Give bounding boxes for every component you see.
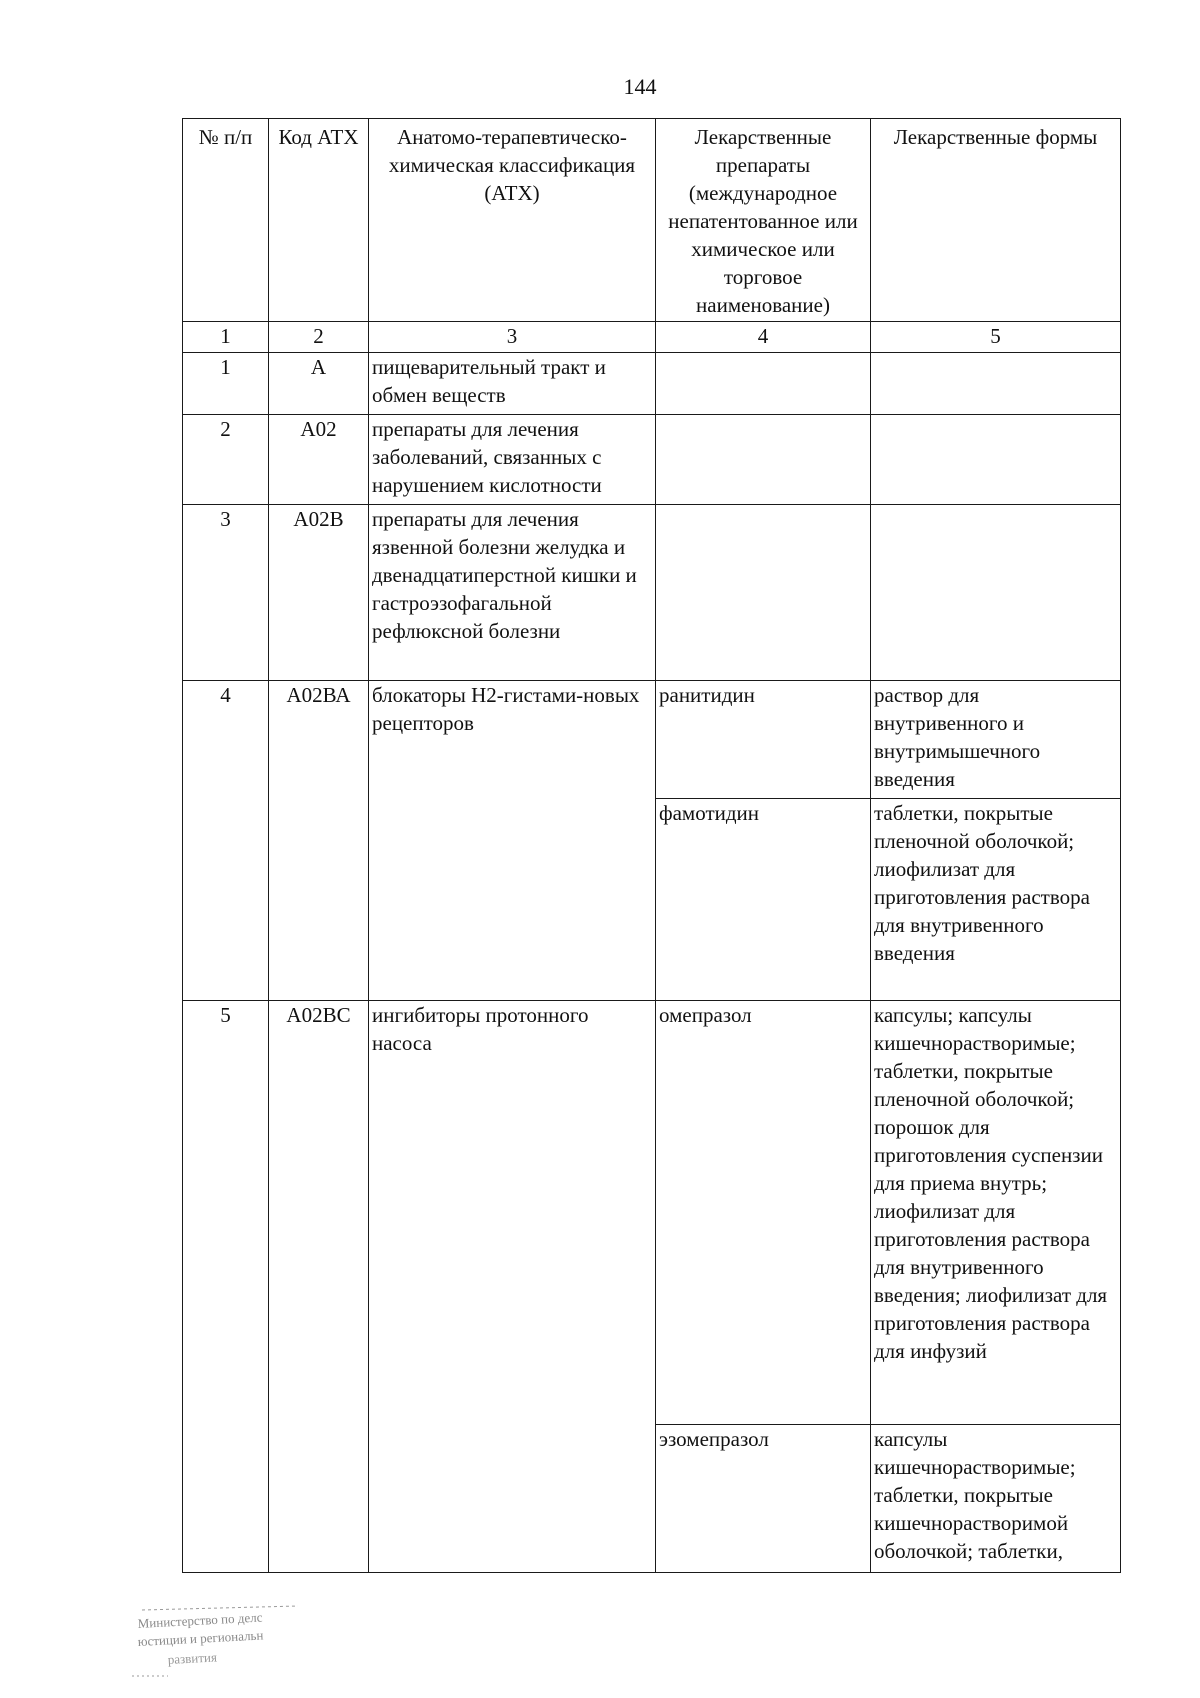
row-code: А02В <box>269 505 369 681</box>
drug-forms: капсулы кишечнорастворимые; таблетки, покрытые кишечнорастворимой оболочкой; таблетки, <box>871 1425 1121 1573</box>
row-code: А <box>269 353 369 415</box>
page-number: 144 <box>623 74 657 99</box>
faded-stamp <box>128 1600 338 1680</box>
header-classification: Анатомо-терапевтическо-химическая классификация (АТХ) <box>369 119 656 322</box>
drug-name: омепразол <box>656 1001 871 1425</box>
row-classification: пищеварительный тракт и обмен веществ <box>369 353 656 415</box>
table-row <box>183 681 1121 799</box>
row-num: 3 <box>183 505 269 681</box>
header-num: № п/п <box>183 119 269 322</box>
row-drug-empty <box>656 415 871 505</box>
drug-name: эзомепразол <box>656 1425 871 1573</box>
table-row <box>183 415 1121 505</box>
row-classification: препараты для лечения заболеваний, связанных с нарушением кислотности <box>369 415 656 505</box>
stamp-line-1: Министерство по делс <box>137 1609 263 1631</box>
column-index: 3 <box>369 322 656 353</box>
column-index: 4 <box>656 322 871 353</box>
column-index: 2 <box>269 322 369 353</box>
stamp-line-3: развития <box>167 1649 218 1667</box>
header-forms: Лекарственные формы <box>871 119 1121 322</box>
table-header-row <box>183 119 1121 322</box>
drug-forms: таблетки, покрытые пленочной оболочкой; лиофилизат для приготовления раствора для внутривенного введения <box>871 799 1121 1001</box>
table-row <box>183 1001 1121 1425</box>
drug-name: фамотидин <box>656 799 871 1001</box>
row-code: А02ВА <box>269 681 369 1001</box>
column-index: 5 <box>871 322 1121 353</box>
row-num: 2 <box>183 415 269 505</box>
drug-forms: раствор для внутривенного и внутримышечного введения <box>871 681 1121 799</box>
column-index-row <box>183 322 1121 353</box>
row-classification: ингибиторы протонного насоса <box>369 1001 656 1573</box>
row-code: А02 <box>269 415 369 505</box>
stamp-line-2: юстиции и региональн <box>137 1627 264 1649</box>
table-row <box>183 505 1121 681</box>
row-forms-empty <box>871 505 1121 681</box>
row-forms-empty <box>871 415 1121 505</box>
table-row <box>183 353 1121 415</box>
row-drug-empty <box>656 505 871 681</box>
row-forms-empty <box>871 353 1121 415</box>
column-index: 1 <box>183 322 269 353</box>
drug-forms: капсулы; капсулы кишечнорастворимые; таблетки, покрытые пленочной оболочкой; порошок для приготовления суспензии для приема внутрь; лиофилизат для приготовления раствора для внутривенного введения; лиофилизат для приготовления раствора для инфузий <box>871 1001 1121 1425</box>
header-code: Код АТХ <box>269 119 369 322</box>
row-num: 1 <box>183 353 269 415</box>
drug-name: ранитидин <box>656 681 871 799</box>
row-classification: препараты для лечения язвенной болезни желудка и двенадцатиперстной кишки и гастроэзофагальной рефлюксной болезни <box>369 505 656 681</box>
row-drug-empty <box>656 353 871 415</box>
atx-drug-table <box>182 118 1121 1573</box>
row-classification: блокаторы Н2-гистами-новых рецепторов <box>369 681 656 1001</box>
row-num: 5 <box>183 1001 269 1573</box>
header-drugs: Лекарственные препараты (международное непатентованное или химическое или торговое наименование) <box>656 119 871 322</box>
row-code: А02ВС <box>269 1001 369 1573</box>
row-num: 4 <box>183 681 269 1001</box>
